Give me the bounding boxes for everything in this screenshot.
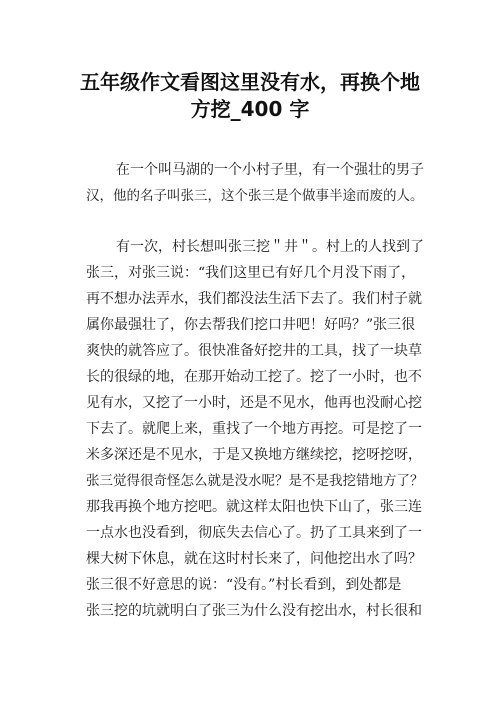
paragraph-2-line-4: 属你最强壮了，你去帮我们挖口井吧！好吗？”张三很	[86, 317, 416, 333]
paragraph-2-line-5: 爽快的就答应了。很快准备好挖井的工具，找了一块草	[86, 343, 422, 359]
paragraph-2-line-1: 有一次，村长想叫张三挖＂井＂。村上的人找到了	[116, 239, 424, 255]
paragraph-2-line-14: 张三很不好意思的说：“没有。”村长看到，到处都是	[86, 577, 402, 593]
paragraph-2-line-11: 那我再换个地方挖吧。就这样太阳也快下山了，张三连	[86, 499, 422, 515]
paragraph-1-line-1: 在一个叫马湖的一个小村子里，有一个强壮的男子	[116, 162, 424, 178]
paragraph-2-line-6: 长的很绿的地，在那开始动工挖了。挖了一小时，也不	[86, 369, 422, 385]
paragraph-2-line-2: 张三，对张三说：“我们这里已有好几个月没下雨了，	[86, 265, 416, 281]
paragraph-2-line-9: 米多深还是不见水，于是又换地方继续挖，挖呀挖呀，	[86, 447, 422, 463]
paragraph-2-line-3: 再不想办法弄水，我们都没法生活下去了。我们村子就	[86, 291, 422, 307]
paragraph-2-line-10: 张三觉得很奇怪怎么就是没水呢？是不是我挖错地方了？	[86, 473, 424, 489]
paragraph-2-line-12: 一点水也没看到，彻底失去信心了。扔了工具来到了一	[86, 525, 422, 541]
document-title-line-2: 方挖_400 字	[190, 97, 310, 121]
paragraph-1-line-2: 汉，他的名子叫张三，这个张三是个做事半途而废的人。	[86, 188, 424, 204]
paragraph-2-line-13: 棵大树下休息，就在这时村长来了，问他挖出水了吗？	[86, 551, 422, 567]
paragraph-2-line-7: 见有水，又挖了一小时，还是不见水，他再也没耐心挖	[86, 395, 422, 411]
paragraph-2-line-8: 下去了。就爬上来，重找了一个地方再挖。可是挖了一	[86, 421, 422, 437]
document-title-line-1: 五年级作文看图这里没有水，再换个地	[80, 70, 420, 94]
paragraph-2-line-15: 张三挖的坑就明白了张三为什么没有挖出水，村长很和	[86, 603, 422, 619]
